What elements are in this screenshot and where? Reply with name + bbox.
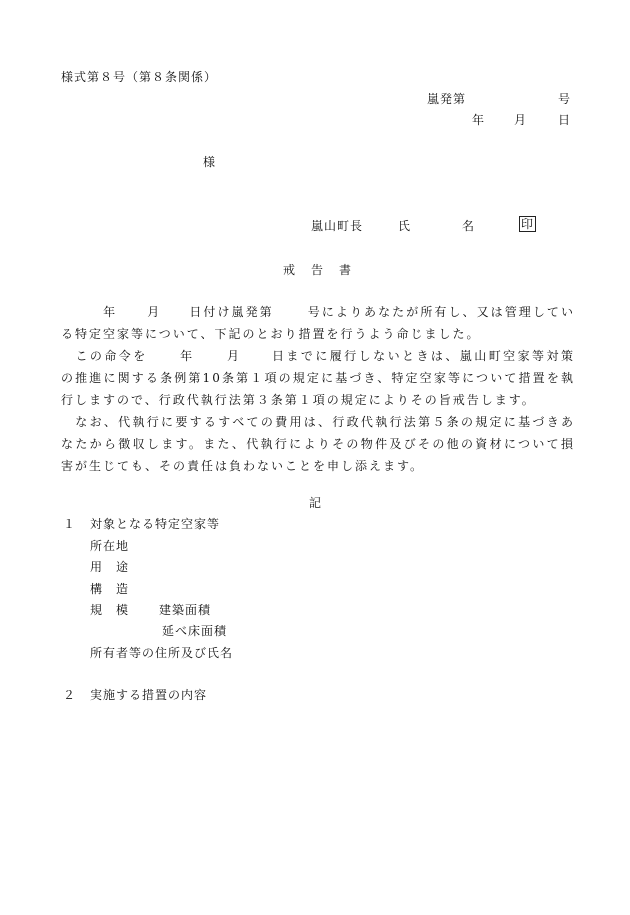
addressee-sama: 様 bbox=[203, 155, 217, 169]
item-structure: 構 造 bbox=[90, 582, 130, 596]
ki-heading: 記 bbox=[309, 496, 323, 510]
item-1-number: １ bbox=[63, 517, 77, 531]
document-title: 戒 告 書 bbox=[283, 263, 354, 277]
item-1-title: 対象となる特定空家等 bbox=[90, 517, 221, 531]
sender-shi: 氏 bbox=[398, 219, 412, 233]
sender-title: 嵐山町長 bbox=[311, 219, 364, 233]
item-owner: 所有者等の住所及び氏名 bbox=[90, 646, 234, 660]
item-2-title: 実施する措置の内容 bbox=[90, 688, 208, 702]
item-scale: 規 模 bbox=[90, 603, 130, 617]
body-paragraph-1: 年 月 日付け嵐発第 号によりあなたが所有し、又は管理している特定空家等について、下記のとおり措置を行うよう命じました。 bbox=[61, 305, 575, 341]
doc-number-suffix: 号 bbox=[558, 92, 572, 106]
sender-mei: 名 bbox=[462, 219, 476, 233]
item-use: 用 途 bbox=[90, 560, 130, 574]
date-day: 日 bbox=[558, 113, 572, 127]
item-location: 所在地 bbox=[90, 539, 130, 553]
doc-number-prefix: 嵐発第 bbox=[427, 92, 467, 106]
item-2-number: ２ bbox=[63, 688, 77, 702]
item-floor-area: 延べ床面積 bbox=[162, 624, 228, 638]
body-paragraph-2: この命令を 年 月 日までに履行しないときは、嵐山町空家等対策の推進に関する条例第10条第１項の規定に基づき、特定空家等について措置を執行しますので、行政代執行法第３条第１項の規定によりその旨戒告します。 bbox=[61, 349, 575, 407]
date-month: 月 bbox=[514, 113, 528, 127]
seal-mark: 印 bbox=[521, 217, 535, 231]
form-label: 様式第８号（第８条関係） bbox=[61, 70, 218, 84]
body-text bbox=[61, 301, 575, 477]
item-building-area: 建築面積 bbox=[159, 603, 212, 617]
date-year: 年 bbox=[472, 113, 486, 127]
body-paragraph-3: なお、代執行に要するすべての費用は、行政代執行法第５条の規定に基づきあなたから徴収します。また、代執行によりその物件及びその他の資材について損害が生じても、その責任は負わないことを申し添えます。 bbox=[61, 415, 575, 473]
